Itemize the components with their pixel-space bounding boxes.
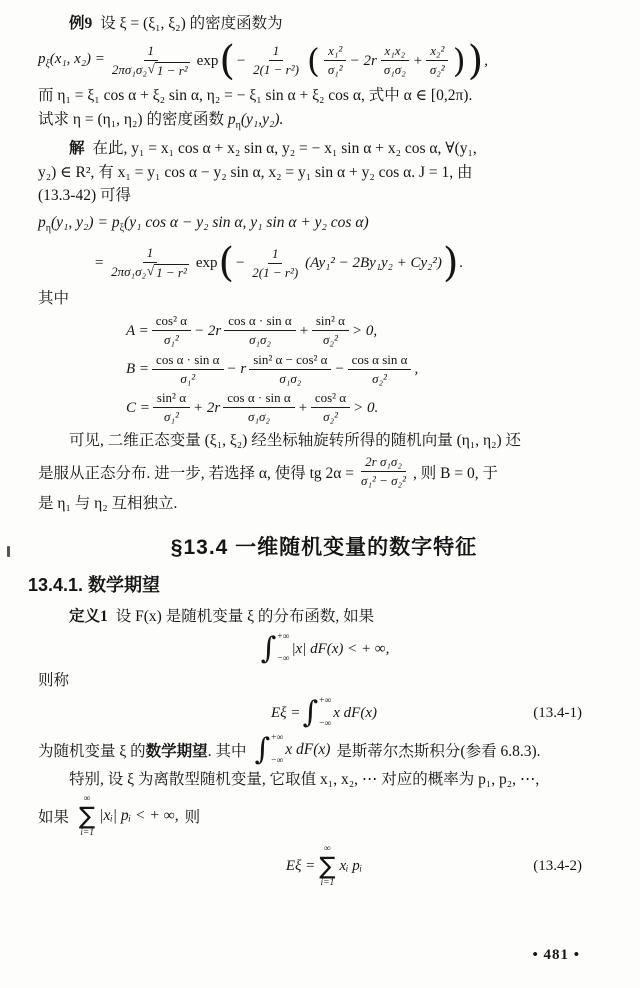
example9-intro-line	[38, 12, 610, 36]
radicand: 1 − r²	[156, 62, 188, 78]
subscript-xi: ξ	[119, 222, 125, 234]
term1-fraction	[153, 390, 190, 426]
minus-sign: −	[235, 52, 247, 69]
fraction-numerator: sin² α	[312, 313, 349, 331]
fraction-denominator: σ₁σ₂	[383, 62, 406, 78]
radicand: 1 − r²	[156, 265, 187, 281]
term2-fraction	[224, 313, 295, 349]
solution-line3: (13.3-42) 可得	[38, 187, 131, 205]
remark-line3: 是 η₁ 与 η₂ 互相独立.	[38, 494, 178, 512]
definition-label: 定义1	[69, 608, 108, 626]
fraction-numerator: cos α · sin α	[224, 313, 295, 331]
remark-text-pre: 是服从正态分布. 进一步, 若选择 α, 使得 tg 2α =	[38, 464, 355, 482]
expectation-lhs: Eξ =	[285, 858, 316, 874]
square-root	[148, 62, 190, 79]
lower-limit: −∞	[277, 654, 290, 665]
upper-limit: +∞	[319, 696, 332, 707]
inequality-tail: > 0.	[353, 399, 379, 416]
open-paren-big: (	[218, 240, 235, 287]
punctuation: .	[459, 255, 464, 272]
fraction-numerator: cos² α	[152, 313, 191, 331]
condition-body: |x| dF(x) < + ∞,	[291, 640, 390, 657]
var-p: p	[227, 110, 236, 128]
radical-sign: √	[147, 60, 155, 76]
fraction-denominator: 2(1 − r²)	[252, 264, 299, 280]
density-formula	[38, 37, 610, 84]
then-label: 则称	[38, 671, 70, 689]
exp-operator: exp	[195, 255, 218, 272]
close-paren: )	[452, 40, 466, 80]
lower-limit: i=1	[80, 828, 94, 839]
denominator-text: 2πσ₁σ₂	[111, 61, 147, 77]
term3-fraction	[312, 313, 349, 349]
term3-fraction	[311, 390, 350, 426]
expectation-definition-formula	[38, 697, 610, 729]
fraction-numerator: cos α sin α	[348, 352, 412, 370]
subscript-eta: η	[235, 119, 241, 131]
summand: xᵢ pᵢ	[339, 858, 363, 874]
fraction-numerator: x₁²	[324, 43, 346, 61]
coefficient-C-formula	[126, 390, 610, 426]
section-heading: §13.4 一维随机变量的数字特征	[170, 536, 478, 560]
expectation-term-bold: 数学期望	[145, 743, 208, 761]
fraction-numerator: cos α · sin α	[152, 352, 223, 370]
inner-fraction	[248, 246, 302, 282]
upper-limit: +∞	[277, 631, 290, 642]
coefficient-fraction	[107, 245, 193, 282]
formula-args: (y₁ cos α − y₂ sin α, y₁ sin α + y₂ cos α)	[124, 213, 369, 231]
solution-label: 解	[69, 140, 85, 158]
var-p: p	[38, 213, 46, 231]
operator: − 2r	[194, 322, 222, 339]
explanation-pre: 为随机变量 ξ 的	[38, 743, 146, 761]
punctuation: ,	[414, 361, 419, 378]
fraction-numerator: sin² α	[153, 390, 190, 408]
integral-limits	[319, 697, 331, 729]
C-lhs: C =	[126, 399, 150, 416]
discrete-post: 则	[184, 809, 201, 827]
fraction-denominator: σ₂²	[323, 332, 338, 348]
fraction-denominator: σ₁²	[180, 370, 196, 386]
subscript-xi: ξ	[45, 59, 50, 71]
discrete-case-line2	[38, 794, 610, 839]
coefficient-B-formula	[126, 352, 610, 388]
lower-limit: −∞	[319, 718, 332, 729]
fraction-numerator: x₁x₂	[381, 43, 410, 61]
A-lhs: A =	[126, 322, 149, 339]
term1-fraction	[324, 43, 347, 79]
term3-fraction	[426, 43, 449, 79]
integral-sign: ∫	[260, 630, 277, 666]
discrete-pre: 如果	[38, 809, 70, 827]
fraction-denominator: σ₁σ₂	[248, 409, 270, 425]
term2-fraction	[380, 43, 410, 79]
ask-text: 试求 η = (η₁, η₂) 的密度函数	[38, 110, 228, 128]
ask-line	[38, 108, 610, 138]
solution-text1: 在此, y₁ = x₁ cos α + x₂ sin α, y₂ = − x₁ sin α + x₂ cos α, ∀(y₁,	[92, 140, 477, 158]
B-lhs: B =	[126, 361, 150, 378]
p-eta-formula-line1	[38, 211, 610, 241]
upper-limit: ∞	[324, 843, 331, 854]
integral-limits	[271, 734, 283, 766]
integral	[260, 630, 290, 666]
density-args: (x₁, x₂) =	[49, 51, 105, 68]
fraction-denominator	[108, 61, 194, 79]
var-p: p	[38, 51, 46, 68]
fraction-numerator: 1	[143, 245, 158, 263]
example9-intro-text: 设 ξ = (ξ₁, ξ₂) 的密度函数为	[100, 15, 283, 32]
term2-fraction	[249, 352, 331, 388]
summation	[319, 844, 335, 889]
fraction-denominator	[107, 263, 193, 281]
tangent-fraction	[357, 454, 410, 490]
term3-fraction	[348, 352, 412, 388]
operator: +	[298, 322, 309, 339]
integral	[254, 734, 283, 766]
solution-line2: y₂) ∈ R², 有 x₁ = y₁ cos α − y₂ sin α, x₂ = y₁ sin α + y₂ cos α. J = 1, 由	[38, 163, 473, 181]
ask-args: (y₁,y₂).	[240, 110, 284, 128]
subsection-heading: 13.4.1. 数学期望	[28, 575, 161, 596]
fraction-denominator: σ₁²	[327, 62, 343, 78]
formula-mid: (y₁, y₂) =	[50, 213, 112, 231]
inequality-tail: > 0,	[352, 322, 378, 339]
fraction-numerator: cos² α	[311, 390, 350, 408]
remark-line2	[38, 454, 610, 490]
integrand: x dF(x)	[333, 705, 377, 722]
example9-label: 例9	[69, 15, 93, 32]
integral	[302, 697, 331, 729]
explanation-mid: . 其中	[207, 743, 247, 761]
p-eta-formula-line2	[94, 240, 610, 287]
fraction-denominator: σ₁σ₂	[249, 332, 271, 348]
equals-sign: =	[94, 255, 105, 272]
discrete-expectation-formula	[38, 844, 610, 889]
fraction-numerator: cos α · sin α	[223, 390, 294, 408]
where-label: 其中	[38, 289, 70, 307]
remark-text-post: , 则 B = 0, 于	[412, 464, 498, 482]
lower-limit: i=1	[320, 878, 335, 888]
integral-sign: ∫	[254, 732, 271, 768]
fraction-denominator: σ₂²	[323, 409, 338, 425]
fraction-numerator: 2r σ₁σ₂	[361, 454, 406, 472]
operator: − r	[226, 361, 247, 378]
exp-operator: exp	[196, 52, 219, 69]
fraction-denominator: σ₁σ₂	[279, 370, 302, 386]
expectation-explanation-line	[38, 734, 610, 766]
solution-line1	[38, 137, 610, 161]
subscript-eta: η	[45, 222, 51, 234]
upper-limit: ∞	[83, 793, 91, 804]
sigma-sign: ∑	[319, 852, 336, 880]
summation	[79, 794, 95, 839]
integral-sign: ∫	[302, 695, 319, 731]
operator: +	[297, 399, 308, 416]
fraction-numerator: x₂²	[426, 43, 448, 61]
operator: −	[334, 361, 345, 378]
operator: +	[412, 52, 423, 69]
fraction-numerator: 1	[268, 246, 283, 264]
inner-fraction	[249, 43, 303, 79]
term2-fraction	[223, 390, 294, 426]
density-formula-lhs	[38, 50, 105, 71]
quadratic-form: (Ay₁² − 2By₁y₂ + Cy₂²)	[305, 255, 442, 272]
denominator-text: 2πσ₁σ₂	[111, 264, 146, 280]
integrability-condition	[38, 630, 610, 666]
fraction-denominator: σ₂²	[429, 62, 445, 78]
fraction-denominator: σ₁² − σ₂²	[361, 473, 406, 489]
definition-text: 设 F(x) 是随机变量 ξ 的分布函数, 如果	[115, 608, 375, 626]
equation-number: (13.4-2)	[533, 858, 582, 874]
fraction-denominator: σ₂²	[372, 370, 387, 386]
fraction-denominator: 2(1 − r²)	[253, 62, 299, 78]
close-paren-big: )	[442, 240, 459, 287]
coefficient-A-formula	[126, 313, 610, 349]
lower-limit: −∞	[271, 755, 284, 766]
integral-limits	[277, 633, 289, 665]
term1-fraction	[152, 313, 191, 349]
open-paren-big: (	[219, 37, 235, 84]
equation-number: (13.4-1)	[533, 705, 582, 722]
operator: + 2r	[193, 399, 221, 416]
scan-margin-mark	[7, 546, 10, 557]
discrete-case-line1: 特别, 设 ξ 为离散型随机变量, 它取值 x₁, x₂, ⋯ 对应的概率为 p₁, p₂, ⋯,	[69, 771, 540, 789]
var-p: p	[111, 213, 120, 231]
sigma-sign: ∑	[79, 802, 96, 831]
operator: − 2r	[349, 52, 377, 69]
upper-limit: +∞	[271, 733, 284, 744]
remark-line1: 可见, 二维正态变量 (ξ₁, ξ₂) 经坐标轴旋转所得的随机向量 (η₁, η₂) 还	[69, 431, 522, 449]
coefficient-fraction	[108, 43, 194, 80]
punctuation: ,	[484, 52, 488, 69]
fraction-denominator: σ₁²	[164, 409, 179, 425]
open-paren: (	[306, 40, 320, 80]
summand-condition: |xᵢ| pᵢ < + ∞,	[99, 807, 179, 825]
term1-fraction	[152, 352, 223, 388]
square-root	[147, 264, 189, 281]
integrand: x dF(x)	[285, 741, 331, 759]
fraction-numerator: 1	[144, 43, 159, 61]
fraction-numerator: sin² α − cos² α	[249, 352, 331, 370]
eta-definition-line: 而 η₁ = ξ₁ cos α + ξ₂ sin α, η₂ = − ξ₁ sin α + ξ₂ cos α, 式中 α ∈ [0,2π).	[38, 87, 473, 104]
fraction-denominator: σ₁²	[164, 332, 179, 348]
close-paren-big: )	[467, 37, 484, 84]
radical-sign: √	[147, 263, 155, 279]
fraction-numerator: 1	[269, 43, 284, 61]
expectation-lhs: Eξ =	[271, 705, 301, 722]
explanation-post: 是斯蒂尔杰斯积分(参看 6.8.3).	[336, 743, 541, 761]
definition-line	[38, 605, 610, 629]
minus-sign: −	[235, 255, 246, 272]
page-number: • 481 •	[532, 947, 580, 963]
